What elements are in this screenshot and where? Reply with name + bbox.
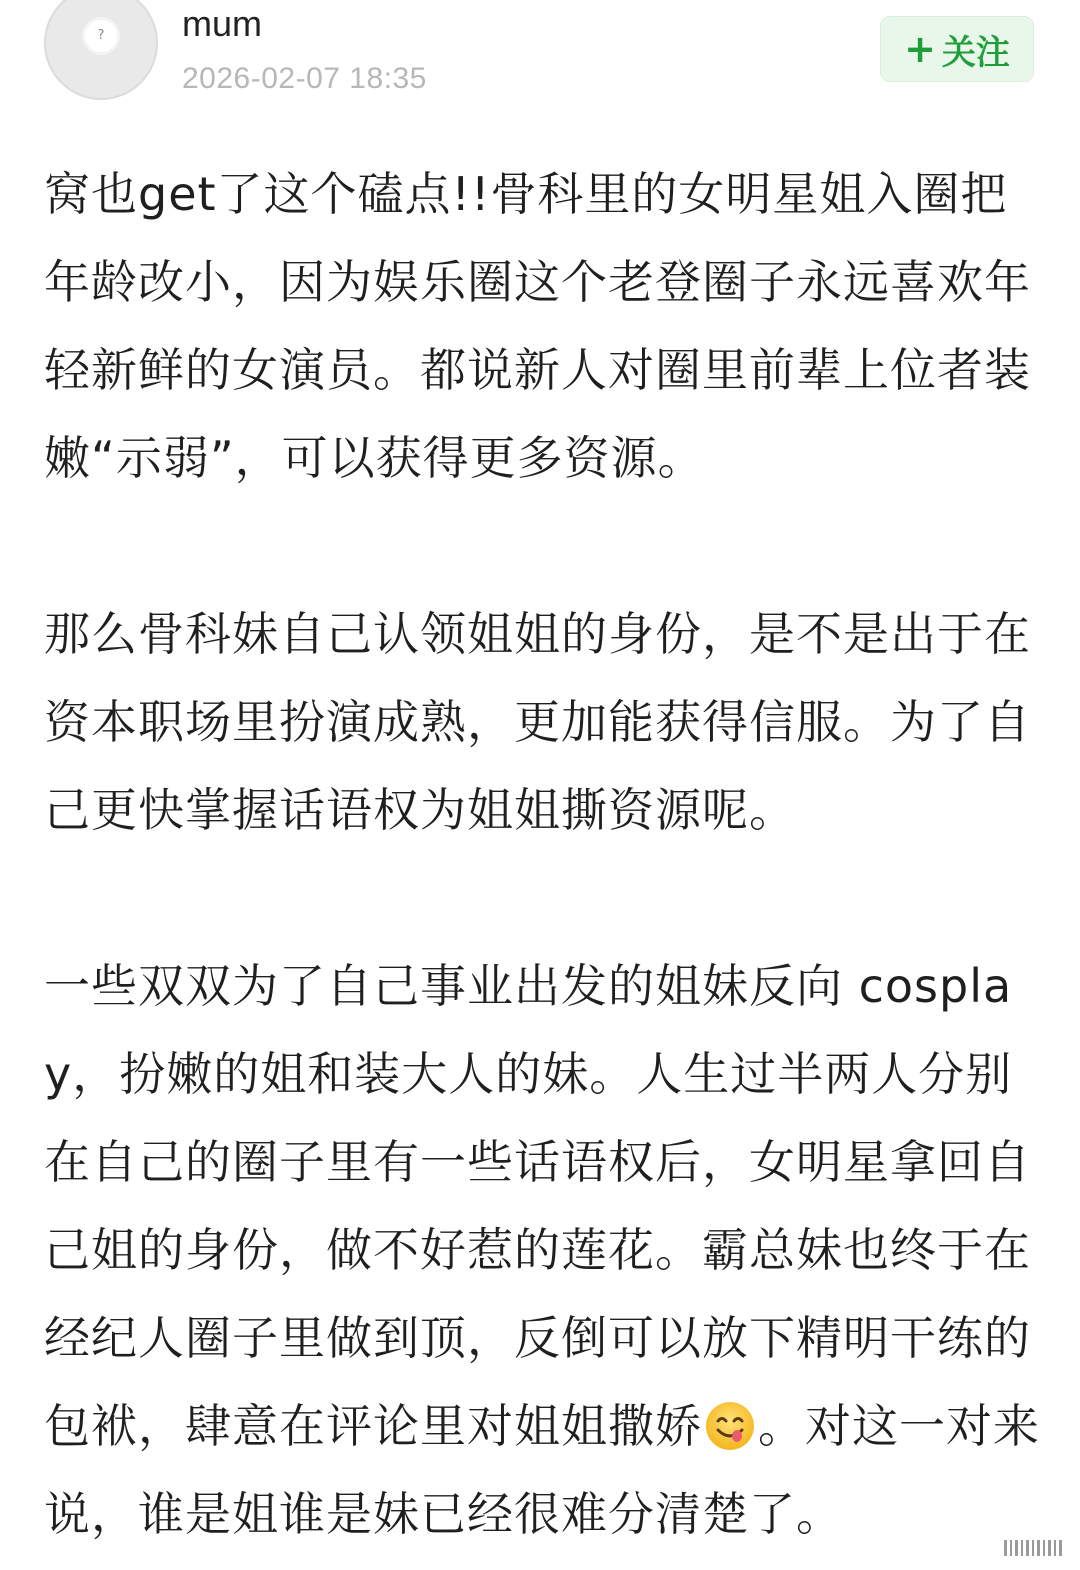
post-timestamp: 2026-02-07 18:35	[182, 62, 427, 95]
paragraph-2: 那么骨科妹自己认领姐姐的身份，是不是出于在资本职场里扮演成熟，更加能获得信服。为了自己更快掌握话语权为姐姐撕资源呢。	[44, 607, 1031, 837]
paragraph-3-text-a: 一些双双为了自己事业出发的姐妹反向 cosplay，扮嫩的姐和装大人的妹。人生过半两人分别在自己的圈子里有一些话语权后，女明星拿回自己姐的身份，做不好惹的莲花。霸总妹也终于在经纪人圈子里做到顶，反倒可以放下精明干练的包袱，肆意在评论里对姐姐撒娇	[44, 959, 1031, 1453]
post-body	[44, 150, 1044, 1558]
yum-face-emoji-icon	[704, 1400, 756, 1452]
paragraph-3	[44, 942, 1044, 1558]
paragraph-3-text-b: 。对这一对来说，谁是姐谁是妹已经很难分清楚了。	[44, 1399, 1040, 1541]
post-header	[0, 0, 1080, 120]
follow-label: 关注	[941, 32, 1010, 73]
paragraph-1: 窝也get了这个磕点!!骨科里的女明星姐入圈把年龄改小，因为娱乐圈这个老登圈子永远喜欢年轻新鲜的女演员。都说新人对圈里前辈上位者装嫩“示弱”，可以获得更多资源。	[44, 167, 1031, 485]
bars-logo-icon	[1004, 1538, 1066, 1558]
plus-icon: +	[904, 27, 936, 71]
username[interactable]: mum	[182, 3, 262, 44]
question-mark-icon: ?	[85, 20, 117, 52]
avatar[interactable]	[44, 0, 158, 100]
follow-button[interactable]	[880, 16, 1034, 82]
